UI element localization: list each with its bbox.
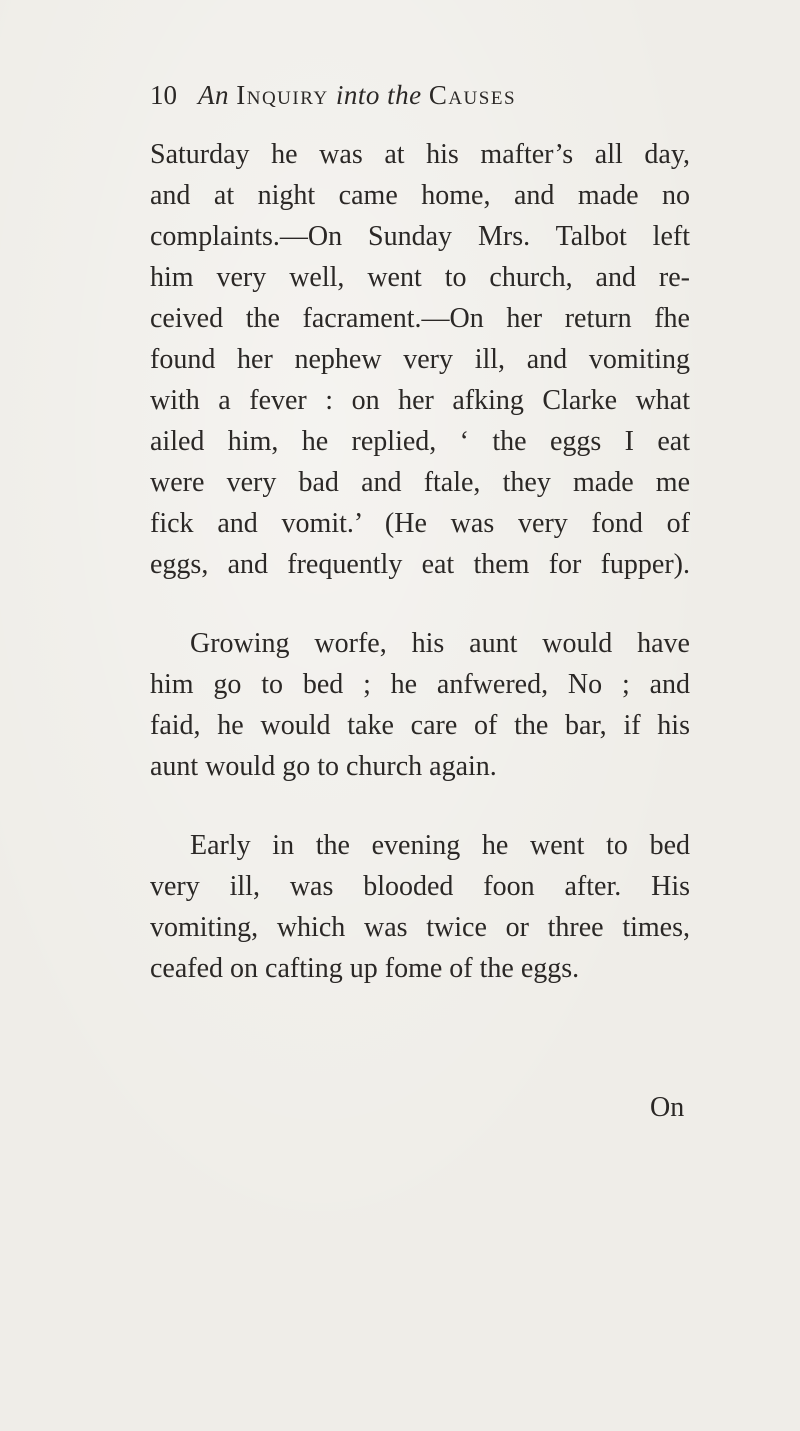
text-line: eggs, and frequently eat them for fupper). [150, 549, 690, 580]
text-line: aunt would go to church again. [150, 751, 497, 782]
paragraph-gap [150, 787, 690, 825]
running-header [150, 80, 670, 120]
text-line: very ill, was blooded foon after. His [150, 871, 690, 902]
paragraph [150, 134, 690, 585]
text-line: Growing worfe, his aunt would have [190, 628, 690, 659]
text-line: and at night came home, and made no [150, 180, 690, 211]
catchword: On [650, 1092, 685, 1123]
text-line: Saturday he was at his mafter’s all day, [150, 139, 690, 170]
text-line: with a fever : on her afking Clarke what [150, 385, 690, 416]
text-line: ailed him, he replied, ‘ the eggs I eat [150, 426, 690, 457]
text-line: him go to bed ; he anfwered, No ; and [150, 669, 690, 700]
paragraph-gap [150, 585, 690, 623]
page-number: 10 [150, 80, 177, 110]
text-line: faid, he would take care of the bar, if his [150, 710, 690, 741]
text-line: ceafed on cafting up fome of the eggs. [150, 953, 580, 984]
text-line: were very bad and ftale, they made me [150, 467, 690, 498]
title-word-causes: Causes [428, 80, 517, 110]
paragraph [150, 825, 690, 989]
text-line: found her nephew very ill, and vomiting [150, 344, 690, 375]
paragraph [150, 623, 690, 787]
title-prefix: An [198, 80, 229, 110]
text-line: Early in the evening he went to bed [190, 830, 690, 861]
title-middle: into the [335, 80, 422, 110]
running-title [198, 80, 516, 111]
title-word-inquiry: Inquiry [236, 80, 329, 110]
text-line: complaints.—On Sunday Mrs. Talbot left [150, 221, 690, 252]
body-text [150, 134, 690, 989]
text-line: him very well, went to church, and re- [150, 262, 690, 293]
text-line: vomiting, which was twice or three times, [150, 912, 690, 943]
text-line: fick and vomit.’ (He was very fond of [150, 508, 690, 539]
text-line: ceived the facrament.—On her return fhe [150, 303, 690, 334]
